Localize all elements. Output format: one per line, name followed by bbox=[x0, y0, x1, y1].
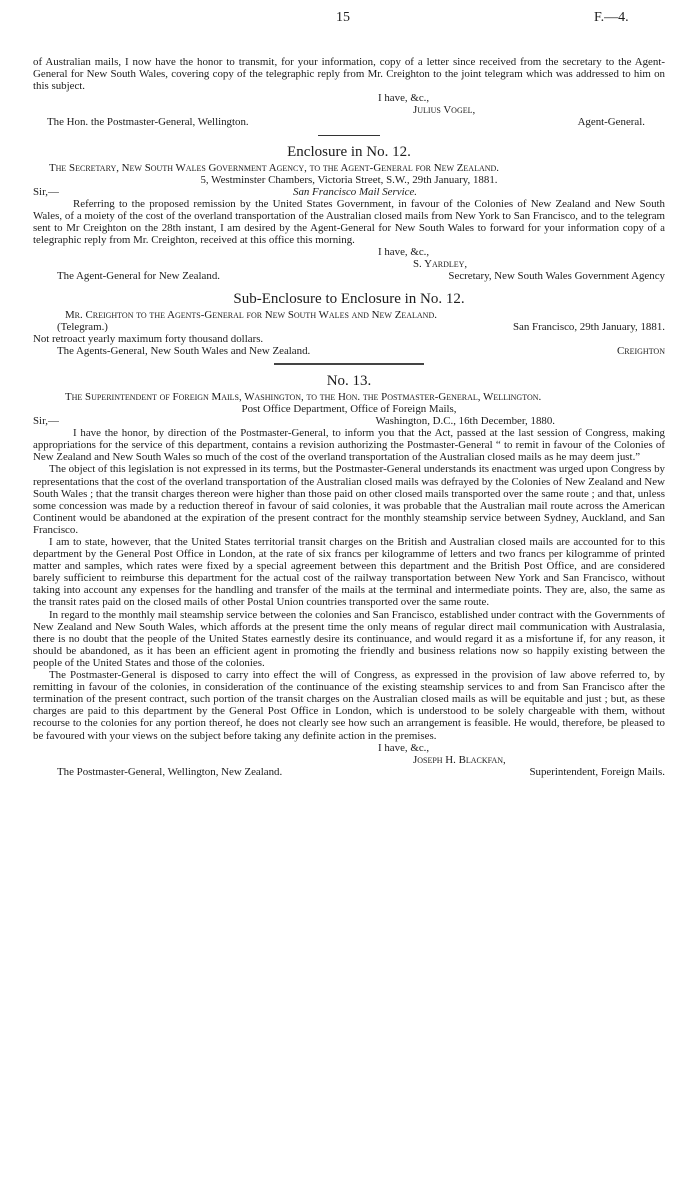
intro-paragraph: of Australian mails, I now have the honor to transmit, for your information, copy of a letter since received from the secretary to the Agent-General for New South Wales, covering copy of the telegraphic reply from Mr. Creighton to the joint telegram which was addressed to him on this subject. bbox=[33, 56, 665, 93]
telegram-place-date: San Francisco, 29th January, 1881. bbox=[512, 320, 665, 333]
sub-enclosure-signer: Creighton bbox=[616, 344, 665, 357]
sub-enclosure-12-heading: Sub-Enclosure to Enclosure in No. 12. bbox=[233, 290, 465, 307]
enclosure-12-closing: I have, &c., bbox=[378, 246, 430, 259]
sub-enclosure-recipient: The Agents-General, New South Wales and New Zealand. bbox=[57, 344, 311, 357]
enclosure-12-recipient: The Agent-General for New Zealand. bbox=[57, 270, 220, 283]
enclosure-12-address: 5, Westminster Chambers, Victoria Street, S.W., 29th January, 1881. bbox=[200, 173, 498, 186]
intro-recipient: The Hon. the Postmaster-General, Wellington. bbox=[47, 116, 249, 129]
no-13-paragraph-4: In regard to the monthly mail steamship service between the colonies and San Francisco, established under contract with the Governments of New Zealand and New South Wales, which affords at the present time the only means of regular direct mail communication with Australasia, there is no doubt that the people of the United States earnestly desire its continuance, and would regard it as a misfortune if, for any reason, it should be abandoned, as it has been an efficient agent in promoting the friendly and business relations now so happily existing between the people of the United States and those of the colonies. bbox=[33, 608, 665, 669]
no-13-paragraph-5: The Postmaster-General is disposed to carry into effect the will of Congress, as expressed in the provision of law above referred to, by remitting in favour of the colonies, in consideration of the continuance of the existing steamship services to and from San Francisco after the termination of the present contract, such portion of the transit charges on the Australian closed mails as will be equitable and just ; but, as these charges are paid to this department by the General Post Office in London, which is understood to be solely chargeable with them, without recourse to the colonies for any portion thereof, he does not clearly see how such an arrangement is feasible. He would, therefore, be pleased to be favoured with your views on the subject before taking any definite action in the premises. bbox=[33, 669, 665, 742]
sub-enclosure-12-from-line: Mr. Creighton to the Agents-General for New South Wales and New Zealand. bbox=[65, 308, 437, 321]
no-13-salutation: Sir,— bbox=[33, 415, 59, 428]
enclosure-12-body: Referring to the proposed remission by the United States Government, in favour of the Colonies of New Zealand and New South Wales, of a moiety of the cost of the overland transportation of the Australian closed mails from New York to San Francisco, and to the telegram sent to Mr Creighton on the 28th instant, I am desired by the Agent-General for New South Wales to forward for your information copy of a telegraphic reply from Mr. Creighton, received at this office this morning. bbox=[33, 197, 665, 247]
section-divider bbox=[318, 135, 380, 136]
document-reference: F.—4. bbox=[594, 10, 629, 25]
page-header bbox=[0, 12, 700, 32]
enclosure-12-salutation-row bbox=[33, 186, 665, 198]
no-13-paragraph-3: I am to state, however, that the United States territorial transit charges on the British and Australian closed mails are accounted for to this department by the General Post Office in London, at the rate of six francs per kilogramme of letters and two francs per kilogramme of printed matter and samples, which rates were fixed by a special agreement between this department and the British Post Office, and are considered barely sufficient to reimburse this department for the actual cost of the railway transportation between New York and San Francisco, without taking into account any expenses for the handling and transfer of the mails at the terminal and intermediate points. They are, also, the same as the transit rates paid on the closed mails of other Postal Union countries transported over the same route. bbox=[33, 536, 665, 609]
intro-title: Agent-General. bbox=[577, 116, 645, 129]
intro-closing: I have, &c., bbox=[378, 92, 430, 105]
no-13-paragraph-2: The object of this legislation is not expressed in its terms, but the Postmaster-General understands its enactment was urged upon Congress by representations that the cost of the overland transportation of the Australian closed mails was defrayed by the Colonies of New Zealand and New South Wales ; that the transit charges thereon were higher than those paid on other closed mails transported over the same route ; and that, unless some concession was made by a reduction thereof in favour of said colonies, it was probable that the Australian mail route across the American Continent would be abandoned at the expiration of the present contract for the monthly steamship service between Sydney, Auckland, and San Francisco. bbox=[33, 463, 665, 536]
telegram-body: Not retroact yearly maximum forty thousand dollars. bbox=[33, 332, 264, 345]
page-number: 15 bbox=[336, 10, 350, 25]
no-13-heading: No. 13. bbox=[326, 372, 372, 389]
no-13-place-date: Washington, D.C., 16th December, 1880. bbox=[375, 415, 555, 428]
intro-recipient-row bbox=[33, 116, 665, 128]
no-13-office: Post Office Department, Office of Foreign Mails, bbox=[241, 402, 457, 415]
enclosure-12-title: Secretary, New South Wales Government Agency bbox=[448, 270, 665, 283]
telegram-label: (Telegram.) bbox=[57, 320, 108, 333]
enclosure-12-heading: Enclosure in No. 12. bbox=[287, 143, 411, 160]
enclosure-12-salutation: Sir,— bbox=[33, 185, 59, 198]
sub-enclosure-telegram-row bbox=[33, 321, 665, 333]
sub-enclosure-recipient-row bbox=[33, 345, 665, 357]
no-13-paragraph-1: I have the honor, by direction of the Postmaster-General, to inform you that the Act, passed at the last session of Congress, making appropriations for the service of this department, contains a revision authorizing the Postmaster-General “ to remit in favour of the Colonies of New Zealand and New South Wales so much of the cost of the overland transportation of the Australian closed mails as he may deem just.” bbox=[33, 427, 665, 464]
no-13-from-line: The Superintendent of Foreign Mails, Washington, to the Hon. the Postmaster-General, Wellington. bbox=[65, 390, 542, 403]
no-13-title: Superintendent, Foreign Mails. bbox=[529, 765, 665, 778]
no-13-closing: I have, &c., bbox=[378, 741, 430, 754]
no-13-recipient-row bbox=[33, 766, 665, 778]
document-body bbox=[33, 56, 665, 778]
intro-signer: Julius Vogel, bbox=[413, 104, 476, 117]
enclosure-12-signer: S. Yardley, bbox=[413, 258, 468, 271]
section-divider-heavy bbox=[274, 363, 424, 365]
no-13-salutation-row bbox=[33, 415, 665, 427]
enclosure-12-subject: San Francisco Mail Service. bbox=[293, 185, 417, 198]
enclosure-12-recipient-row bbox=[33, 270, 665, 282]
no-13-recipient: The Postmaster-General, Wellington, New Zealand. bbox=[57, 765, 283, 778]
no-13-signer: Joseph H. Blackfan, bbox=[413, 753, 506, 766]
enclosure-12-from-line: The Secretary, New South Wales Government Agency, to the Agent-General for New Zealand. bbox=[49, 161, 500, 174]
